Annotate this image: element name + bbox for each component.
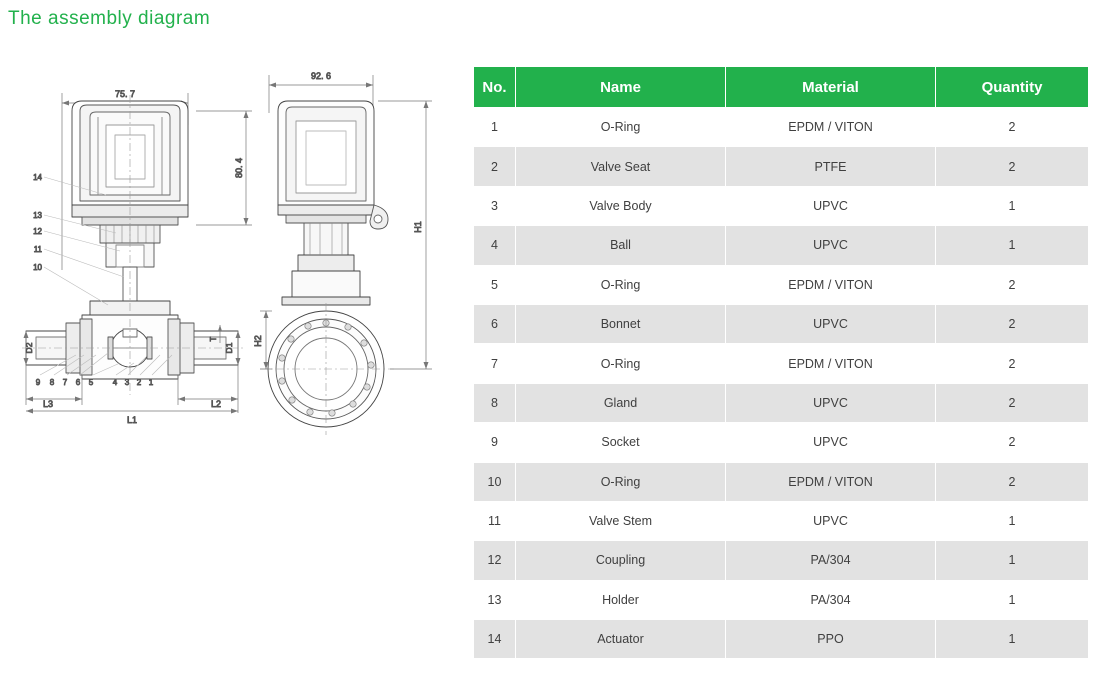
column-header-name: Name (516, 67, 726, 108)
cell-name: O-Ring (516, 462, 726, 501)
callout-12: 12 (33, 227, 42, 236)
table-row (474, 383, 1089, 422)
cell-no: 11 (474, 501, 516, 540)
cell-material: UPVC (726, 383, 936, 422)
callout-2: 2 (136, 378, 142, 387)
cell-quantity: 2 (936, 108, 1089, 147)
cell-quantity: 1 (936, 186, 1089, 225)
cell-quantity: 1 (936, 501, 1089, 540)
dim-top-right: 92. 6 (310, 71, 332, 81)
cell-name: Valve Stem (516, 501, 726, 540)
cell-material: UPVC (726, 226, 936, 265)
table-row (474, 186, 1089, 225)
cell-name: O-Ring (516, 265, 726, 304)
cell-no: 2 (474, 147, 516, 186)
page-title: The assembly diagram (8, 8, 211, 29)
cell-material: EPDM / VITON (726, 108, 936, 147)
parts-table (473, 66, 1089, 659)
table-row (474, 147, 1089, 186)
cell-material: PA/304 (726, 580, 936, 619)
cell-material: UPVC (726, 423, 936, 462)
cell-name: Holder (516, 580, 726, 619)
cell-name: Valve Seat (516, 147, 726, 186)
callout-5: 5 (88, 378, 94, 387)
cell-no: 4 (474, 226, 516, 265)
parts-table-container (473, 66, 1088, 659)
cell-material: PTFE (726, 147, 936, 186)
dim-d2: D2 (24, 342, 34, 354)
callout-10: 10 (33, 263, 42, 272)
dim-l2: L2 (210, 399, 222, 409)
callout-14: 14 (33, 173, 42, 182)
table-row (474, 108, 1089, 147)
cell-material: EPDM / VITON (726, 344, 936, 383)
cell-name: O-Ring (516, 344, 726, 383)
callout-4: 4 (112, 378, 118, 387)
table-row (474, 541, 1089, 580)
cell-quantity: 2 (936, 383, 1089, 422)
cell-no: 5 (474, 265, 516, 304)
cell-name: Gland (516, 383, 726, 422)
cell-name: Bonnet (516, 304, 726, 343)
cell-no: 3 (474, 186, 516, 225)
dim-t: T (209, 336, 218, 342)
cell-quantity: 1 (936, 226, 1089, 265)
column-header-quantity: Quantity (936, 67, 1089, 108)
cell-material: EPDM / VITON (726, 462, 936, 501)
table-row (474, 344, 1089, 383)
dim-d1: D1 (224, 342, 234, 354)
dim-l3: L3 (42, 399, 54, 409)
cell-no: 10 (474, 462, 516, 501)
table-row (474, 226, 1089, 265)
cell-quantity: 1 (936, 620, 1089, 659)
callout-9: 9 (35, 378, 41, 387)
assembly-drawing-svg (20, 55, 450, 435)
table-row (474, 620, 1089, 659)
table-row (474, 423, 1089, 462)
cell-name: Socket (516, 423, 726, 462)
cell-no: 12 (474, 541, 516, 580)
cell-quantity: 2 (936, 423, 1089, 462)
table-row (474, 265, 1089, 304)
cell-material: UPVC (726, 304, 936, 343)
callout-1: 1 (148, 378, 154, 387)
dim-top-left: 75. 7 (114, 89, 136, 99)
table-row (474, 580, 1089, 619)
cell-material: UPVC (726, 501, 936, 540)
cell-name: Ball (516, 226, 726, 265)
table-row (474, 304, 1089, 343)
callout-11: 11 (33, 245, 42, 254)
dim-l1: L1 (126, 415, 138, 425)
table-header-row (474, 67, 1089, 108)
cell-no: 14 (474, 620, 516, 659)
table-row (474, 462, 1089, 501)
cell-material: PA/304 (726, 541, 936, 580)
cell-name: Actuator (516, 620, 726, 659)
cell-name: Valve Body (516, 186, 726, 225)
dim-h1: H1 (413, 221, 423, 233)
cell-no: 7 (474, 344, 516, 383)
cell-quantity: 2 (936, 304, 1089, 343)
cell-quantity: 1 (936, 580, 1089, 619)
dim-h2: H2 (253, 335, 263, 347)
dim-height-80-4: 80. 4 (234, 157, 244, 179)
callout-7: 7 (62, 378, 68, 387)
cell-name: Coupling (516, 541, 726, 580)
callout-3: 3 (124, 378, 130, 387)
callout-8: 8 (49, 378, 55, 387)
cell-no: 13 (474, 580, 516, 619)
column-header-material: Material (726, 67, 936, 108)
cell-quantity: 2 (936, 462, 1089, 501)
cell-no: 8 (474, 383, 516, 422)
assembly-drawing (20, 55, 450, 435)
cell-no: 9 (474, 423, 516, 462)
table-row (474, 501, 1089, 540)
cell-quantity: 2 (936, 265, 1089, 304)
cell-no: 1 (474, 108, 516, 147)
cell-no: 6 (474, 304, 516, 343)
cell-quantity: 1 (936, 541, 1089, 580)
cell-material: UPVC (726, 186, 936, 225)
cell-material: PPO (726, 620, 936, 659)
callout-13: 13 (33, 211, 42, 220)
column-header-no: No. (474, 67, 516, 108)
cell-quantity: 2 (936, 147, 1089, 186)
cell-name: O-Ring (516, 108, 726, 147)
cell-quantity: 2 (936, 344, 1089, 383)
callout-6: 6 (75, 378, 81, 387)
cell-material: EPDM / VITON (726, 265, 936, 304)
